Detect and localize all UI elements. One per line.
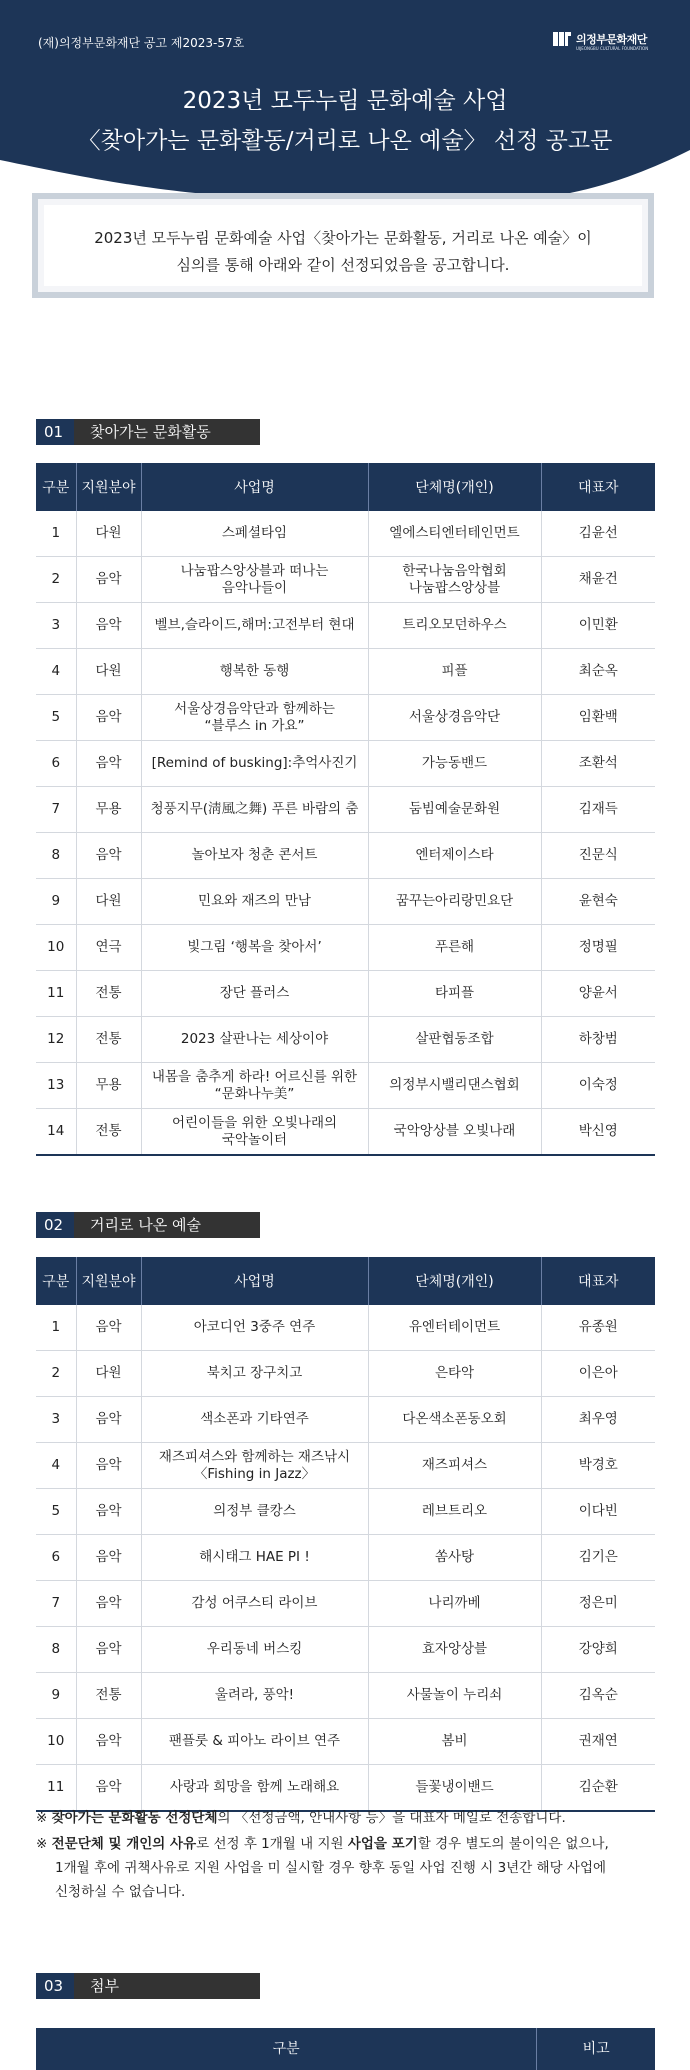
table-row (36, 649, 655, 695)
organization-name: 타피플 (368, 971, 541, 1017)
support-field: 음악 (76, 1765, 141, 1812)
support-field: 다원 (76, 1351, 141, 1397)
intro-line1: 2023년 모두누림 문화예술 사업〈찾아가는 문화활동, 거리로 나온 예술〉이 (94, 229, 592, 247)
row-number: 11 (36, 1765, 76, 1812)
representative: 임환백 (541, 695, 655, 741)
column-header: 사업명 (141, 463, 368, 511)
representative: 박신영 (541, 1109, 655, 1156)
project-name: 어린이들을 위한 오빛나래의 국악놀이터 (141, 1109, 368, 1156)
project-name: 벨브,슬라이드,해머:고전부터 현대 (141, 603, 368, 649)
representative: 정명필 (541, 925, 655, 971)
row-number: 14 (36, 1109, 76, 1156)
representative: 최우영 (541, 1397, 655, 1443)
organization-name: 효자앙상블 (368, 1627, 541, 1673)
support-field: 전통 (76, 1109, 141, 1156)
representative: 이다빈 (541, 1489, 655, 1535)
table-row (36, 1305, 655, 1351)
row-number: 5 (36, 695, 76, 741)
section-title: 찾아가는 문화활동 (74, 419, 260, 445)
representative: 박경호 (541, 1443, 655, 1489)
note-bold: 찾아가는 문화활동 선정단체 (51, 1810, 218, 1826)
organization-name: 의정부시밸리댄스협회 (368, 1063, 541, 1109)
table-row (36, 557, 655, 603)
representative: 김순환 (541, 1765, 655, 1812)
row-number: 10 (36, 925, 76, 971)
row-number: 7 (36, 1581, 76, 1627)
table-row (36, 1351, 655, 1397)
column-header: 지원분야 (76, 463, 141, 511)
row-number: 9 (36, 879, 76, 925)
table-row (36, 1765, 655, 1812)
section-number: 01 (36, 419, 74, 445)
support-field: 음악 (76, 833, 141, 879)
attachment-table-header (36, 2028, 655, 2070)
support-field: 무용 (76, 1063, 141, 1109)
project-name: 해시태그 HAE PI ! (141, 1535, 368, 1581)
project-name: 민요와 재즈의 만남 (141, 879, 368, 925)
note-text: 신청하실 수 없습니다. (55, 1884, 186, 1900)
organization-name: 사물놀이 누리쇠 (368, 1673, 541, 1719)
support-field: 음악 (76, 741, 141, 787)
organization-name: 둠빔예술문화원 (368, 787, 541, 833)
selection-table-street (36, 1257, 655, 1812)
table-row (36, 1673, 655, 1719)
support-field: 전통 (76, 971, 141, 1017)
table-row (36, 695, 655, 741)
organization-name: 쏨사탕 (368, 1535, 541, 1581)
support-field: 다원 (76, 649, 141, 695)
row-number: 9 (36, 1673, 76, 1719)
project-name: 감성 어쿠스티 라이브 (141, 1581, 368, 1627)
column-header: 단체명(개인) (368, 1257, 541, 1305)
table-row (36, 1581, 655, 1627)
representative: 채윤건 (541, 557, 655, 603)
note-text: 1개월 후에 귀책사유로 지원 사업을 미 실시할 경우 향후 동일 사업 진행 시 3년간 해당 사업에 (55, 1860, 607, 1876)
project-name: 빛그림 ‘행복을 찾아서’ (141, 925, 368, 971)
logo-subtext: UIJEONGBU CULTURAL FOUNDATION (576, 46, 649, 51)
organization-name: 은타악 (368, 1351, 541, 1397)
column-header: 대표자 (541, 463, 655, 511)
organization-name: 유엔터테이먼트 (368, 1305, 541, 1351)
support-field: 음악 (76, 603, 141, 649)
header-banner (0, 0, 690, 200)
row-number: 13 (36, 1063, 76, 1109)
table-row (36, 741, 655, 787)
column-header: 사업명 (141, 1257, 368, 1305)
page-title-line1: 2023년 모두누림 문화예술 사업 (182, 88, 508, 114)
row-number: 8 (36, 1627, 76, 1673)
row-number: 6 (36, 741, 76, 787)
notice-note-1 (36, 1806, 656, 1830)
project-name: 사랑과 희망을 함께 노래해요 (141, 1765, 368, 1812)
project-name: 행복한 동행 (141, 649, 368, 695)
organization-name: 살판협동조합 (368, 1017, 541, 1063)
section-heading-3 (36, 1973, 260, 1999)
representative: 김기은 (541, 1535, 655, 1581)
table-row (36, 1535, 655, 1581)
table-row (36, 511, 655, 557)
representative: 권재연 (541, 1719, 655, 1765)
representative: 이숙정 (541, 1063, 655, 1109)
project-name: 북치고 장구치고 (141, 1351, 368, 1397)
table-row (36, 1397, 655, 1443)
organization-name: 트리오모던하우스 (368, 603, 541, 649)
support-field: 연극 (76, 925, 141, 971)
organization-name: 봄비 (368, 1719, 541, 1765)
representative: 강양희 (541, 1627, 655, 1673)
row-number: 1 (36, 1305, 76, 1351)
project-name: 의정부 클캉스 (141, 1489, 368, 1535)
row-number: 5 (36, 1489, 76, 1535)
support-field: 음악 (76, 1535, 141, 1581)
representative: 김윤선 (541, 511, 655, 557)
table-row (36, 833, 655, 879)
table-row (36, 879, 655, 925)
representative: 김재득 (541, 787, 655, 833)
support-field: 음악 (76, 1627, 141, 1673)
organization-name: 꿈꾸는아리랑민요단 (368, 879, 541, 925)
section-heading-2 (36, 1212, 260, 1238)
table-row (36, 1017, 655, 1063)
section-heading-1 (36, 419, 260, 445)
section-number: 03 (36, 1973, 74, 1999)
foundation-logo (553, 30, 649, 51)
row-number: 12 (36, 1017, 76, 1063)
support-field: 음악 (76, 1397, 141, 1443)
representative: 이민환 (541, 603, 655, 649)
representative: 김옥순 (541, 1673, 655, 1719)
organization-name: 다온색소폰동오회 (368, 1397, 541, 1443)
column-header: 대표자 (541, 1257, 655, 1305)
project-name: 아코디언 3중주 연주 (141, 1305, 368, 1351)
organization-name: 한국나눔음악협회 나눔팝스앙상블 (368, 557, 541, 603)
column-header: 단체명(개인) (368, 463, 541, 511)
project-name: 청풍지무(淸風之舞) 푸른 바람의 춤 (141, 787, 368, 833)
project-name: 재즈피셔스와 함께하는 재즈낚시 〈Fishing in Jazz〉 (141, 1443, 368, 1489)
support-field: 다원 (76, 511, 141, 557)
representative: 정은미 (541, 1581, 655, 1627)
project-name: 2023 살판나는 세상이야 (141, 1017, 368, 1063)
notice-note-2 (36, 1832, 656, 1904)
attachment-col-category: 구분 (36, 2028, 537, 2070)
representative: 진문식 (541, 833, 655, 879)
project-name: 나눔팝스앙상블과 떠나는 음악나들이 (141, 557, 368, 603)
project-name: 서울상경음악단과 함께하는 “블루스 in 가요” (141, 695, 368, 741)
intro-line2: 심의를 통해 아래와 같이 선정되었음을 공고합니다. (176, 256, 510, 274)
support-field: 전통 (76, 1673, 141, 1719)
note-text: 할 경우 별도의 불이익은 없으나, (417, 1836, 609, 1852)
support-field: 음악 (76, 1443, 141, 1489)
column-header: 구분 (36, 1257, 76, 1305)
representative: 양윤서 (541, 971, 655, 1017)
project-name: 장단 플러스 (141, 971, 368, 1017)
organization-name: 푸른해 (368, 925, 541, 971)
selection-table-visiting (36, 463, 655, 1156)
representative: 하창범 (541, 1017, 655, 1063)
logo-text: 의정부문화재단 (576, 33, 647, 46)
note-mark: ※ (36, 1836, 52, 1852)
row-number: 3 (36, 1397, 76, 1443)
organization-name: 엘에스티엔터테인먼트 (368, 511, 541, 557)
column-header: 구분 (36, 463, 76, 511)
table-row (36, 787, 655, 833)
attachment-col-note: 비고 (582, 2041, 610, 2057)
organization-name: 들꽃냉이밴드 (368, 1765, 541, 1812)
organization-name: 국악앙상블 오빛나래 (368, 1109, 541, 1156)
organization-name: 서울상경음악단 (368, 695, 541, 741)
support-field: 음악 (76, 1719, 141, 1765)
project-name: 팬플룻 & 피아노 라이브 연주 (141, 1719, 368, 1765)
note-text: 로 선정 후 1개월 내 지원 (196, 1836, 348, 1852)
organization-name: 피플 (368, 649, 541, 695)
row-number: 6 (36, 1535, 76, 1581)
table-row (36, 1109, 655, 1156)
intro-box (32, 193, 654, 298)
support-field: 음악 (76, 1489, 141, 1535)
representative: 최순옥 (541, 649, 655, 695)
project-name: 울려라, 풍악! (141, 1673, 368, 1719)
intro-inner (44, 205, 642, 286)
row-number: 2 (36, 1351, 76, 1397)
support-field: 전통 (76, 1017, 141, 1063)
table-row (36, 971, 655, 1017)
table-row (36, 603, 655, 649)
table-row (36, 1443, 655, 1489)
column-header: 지원분야 (76, 1257, 141, 1305)
organization-name: 엔터제이스타 (368, 833, 541, 879)
row-number: 10 (36, 1719, 76, 1765)
project-name: 놀아보자 청춘 콘서트 (141, 833, 368, 879)
support-field: 음악 (76, 695, 141, 741)
row-number: 1 (36, 511, 76, 557)
support-field: 음악 (76, 557, 141, 603)
section-number: 02 (36, 1212, 74, 1238)
project-name: 스페셜타임 (141, 511, 368, 557)
support-field: 다원 (76, 879, 141, 925)
project-name: 내몸을 춤추게 하라! 어르신를 위한 “문화나누美” (141, 1063, 368, 1109)
project-name: 색소폰과 기타연주 (141, 1397, 368, 1443)
organization-name: 가능동밴드 (368, 741, 541, 787)
row-number: 7 (36, 787, 76, 833)
table-row (36, 1627, 655, 1673)
notice-number: (재)의정부문화재단 공고 제2023-57호 (38, 36, 245, 50)
note-text: 의 〈선정금액, 안내사항 등〉을 대표자 메일로 전송합니다. (217, 1810, 566, 1826)
page-title-line2: 〈찾아가는 문화활동/거리로 나온 예술〉 선정 공고문 (77, 128, 613, 154)
note-mark: ※ (36, 1810, 52, 1826)
organization-name: 레브트리오 (368, 1489, 541, 1535)
table-row (36, 925, 655, 971)
row-number: 4 (36, 649, 76, 695)
representative: 이은아 (541, 1351, 655, 1397)
representative: 윤현숙 (541, 879, 655, 925)
representative: 조환석 (541, 741, 655, 787)
section-title: 첨부 (74, 1973, 260, 1999)
row-number: 11 (36, 971, 76, 1017)
row-number: 3 (36, 603, 76, 649)
project-name: [Remind of busking]:추억사진기 (141, 741, 368, 787)
representative: 유종원 (541, 1305, 655, 1351)
row-number: 8 (36, 833, 76, 879)
support-field: 음악 (76, 1305, 141, 1351)
note-bold: 사업을 포기 (347, 1836, 418, 1852)
table-row (36, 1063, 655, 1109)
organization-name: 나리까베 (368, 1581, 541, 1627)
support-field: 무용 (76, 787, 141, 833)
note-bold: 전문단체 및 개인의 사유 (51, 1836, 197, 1852)
support-field: 음악 (76, 1581, 141, 1627)
table-row (36, 1489, 655, 1535)
row-number: 2 (36, 557, 76, 603)
project-name: 우리동네 버스킹 (141, 1627, 368, 1673)
row-number: 4 (36, 1443, 76, 1489)
foundation-logo-icon (553, 30, 571, 48)
organization-name: 재즈피셔스 (368, 1443, 541, 1489)
section-title: 거리로 나온 예술 (74, 1212, 260, 1238)
table-row (36, 1719, 655, 1765)
